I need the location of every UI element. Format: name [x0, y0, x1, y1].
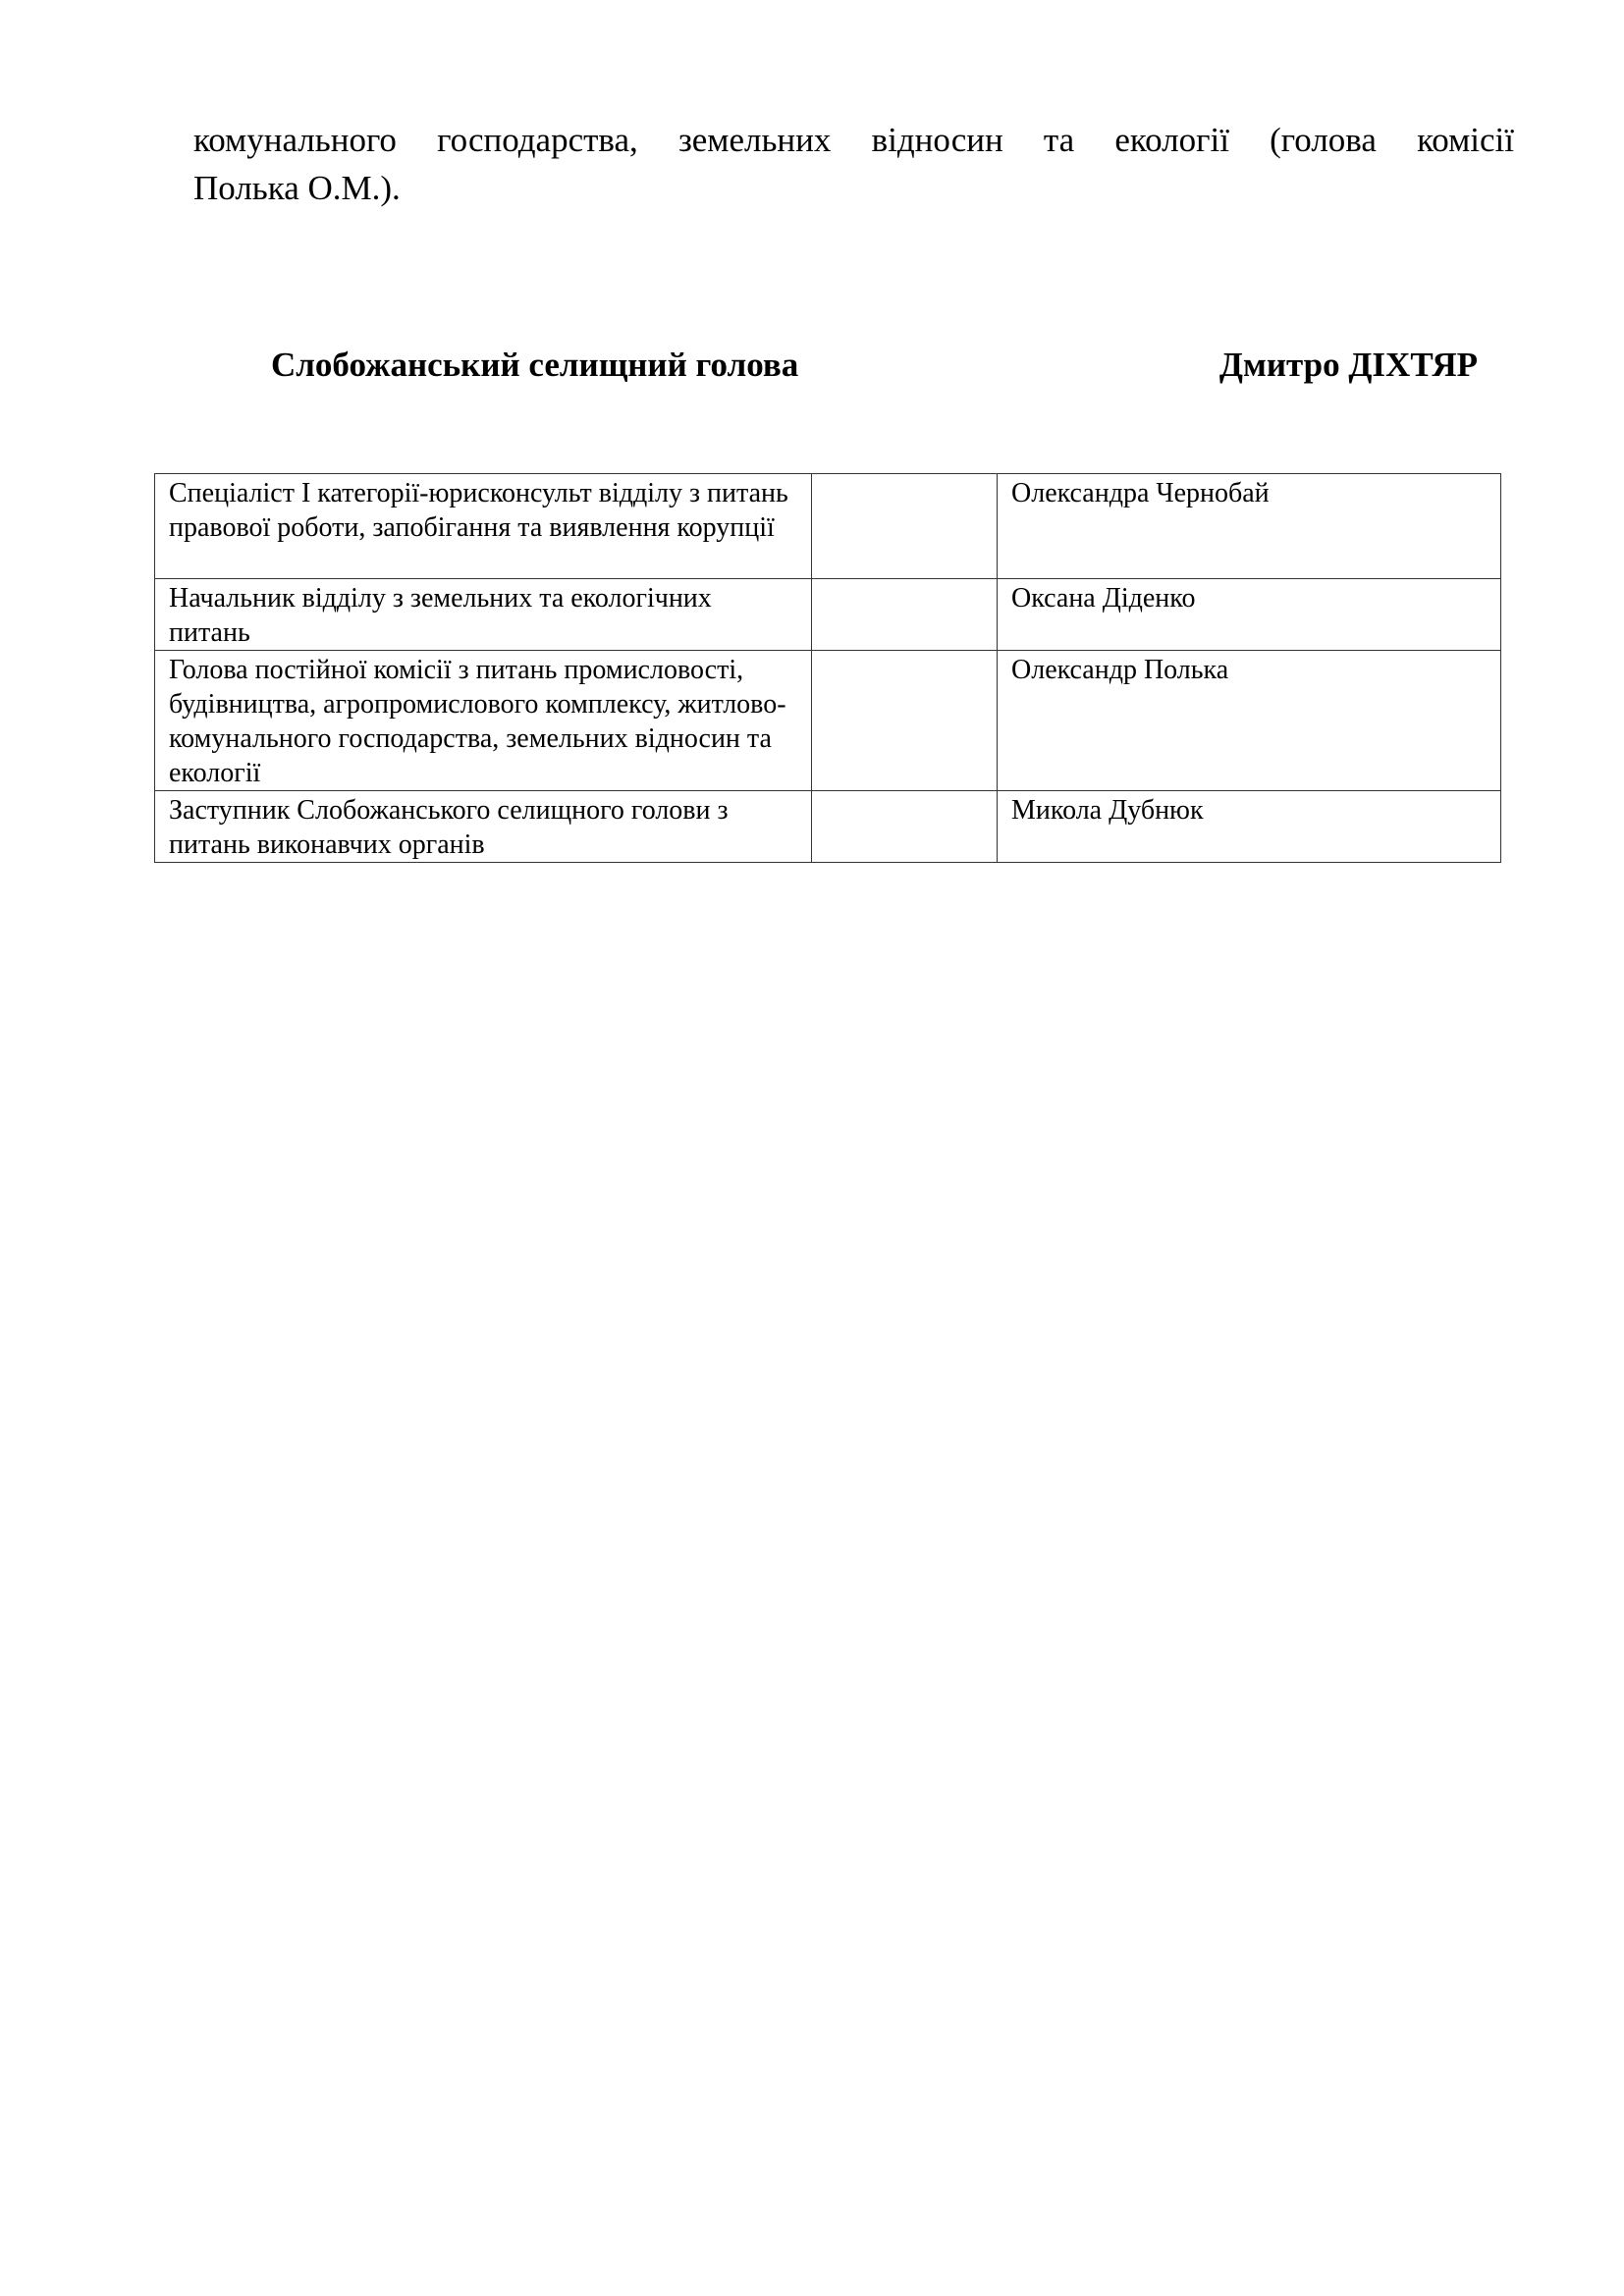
- approval-table: [154, 473, 1501, 863]
- paragraph-line: комунального господарства, земельних відносин та екології (голова комісії: [193, 121, 1514, 159]
- name-cell: Оксана Діденко: [998, 579, 1501, 651]
- paragraph-line: Полька О.М.).: [193, 169, 401, 207]
- name-cell: Олександр Полька: [998, 651, 1501, 791]
- position-cell: Начальник відділу з земельних та екологічних питань: [155, 579, 812, 651]
- table-row: [155, 474, 1501, 579]
- position-cell: Голова постійної комісії з питань промисловості, будівництва, агропромислового комплексу, житлово-комунального господарства, земельних відносин та екології: [155, 651, 812, 791]
- signature-cell: [812, 474, 998, 579]
- body-paragraph: [193, 116, 1514, 212]
- name-cell: Микола Дубнюк: [998, 791, 1501, 863]
- table-row: [155, 579, 1501, 651]
- signature-cell: [812, 651, 998, 791]
- position-cell: Спеціаліст І категорії-юрисконсульт відділу з питань правової роботи, запобігання та виявлення корупції: [155, 474, 812, 579]
- signature-cell: [812, 579, 998, 651]
- position-cell: Заступник Слобожанського селищного голови з питань виконавчих органів: [155, 791, 812, 863]
- name-cell: Олександра Чернобай: [998, 474, 1501, 579]
- signatory-title: Слобожанський селищний голова: [271, 346, 799, 384]
- signature-cell: [812, 791, 998, 863]
- table-row: [155, 791, 1501, 863]
- table-row: [155, 651, 1501, 791]
- signatory-name: Дмитро ДІХТЯР: [1218, 346, 1478, 384]
